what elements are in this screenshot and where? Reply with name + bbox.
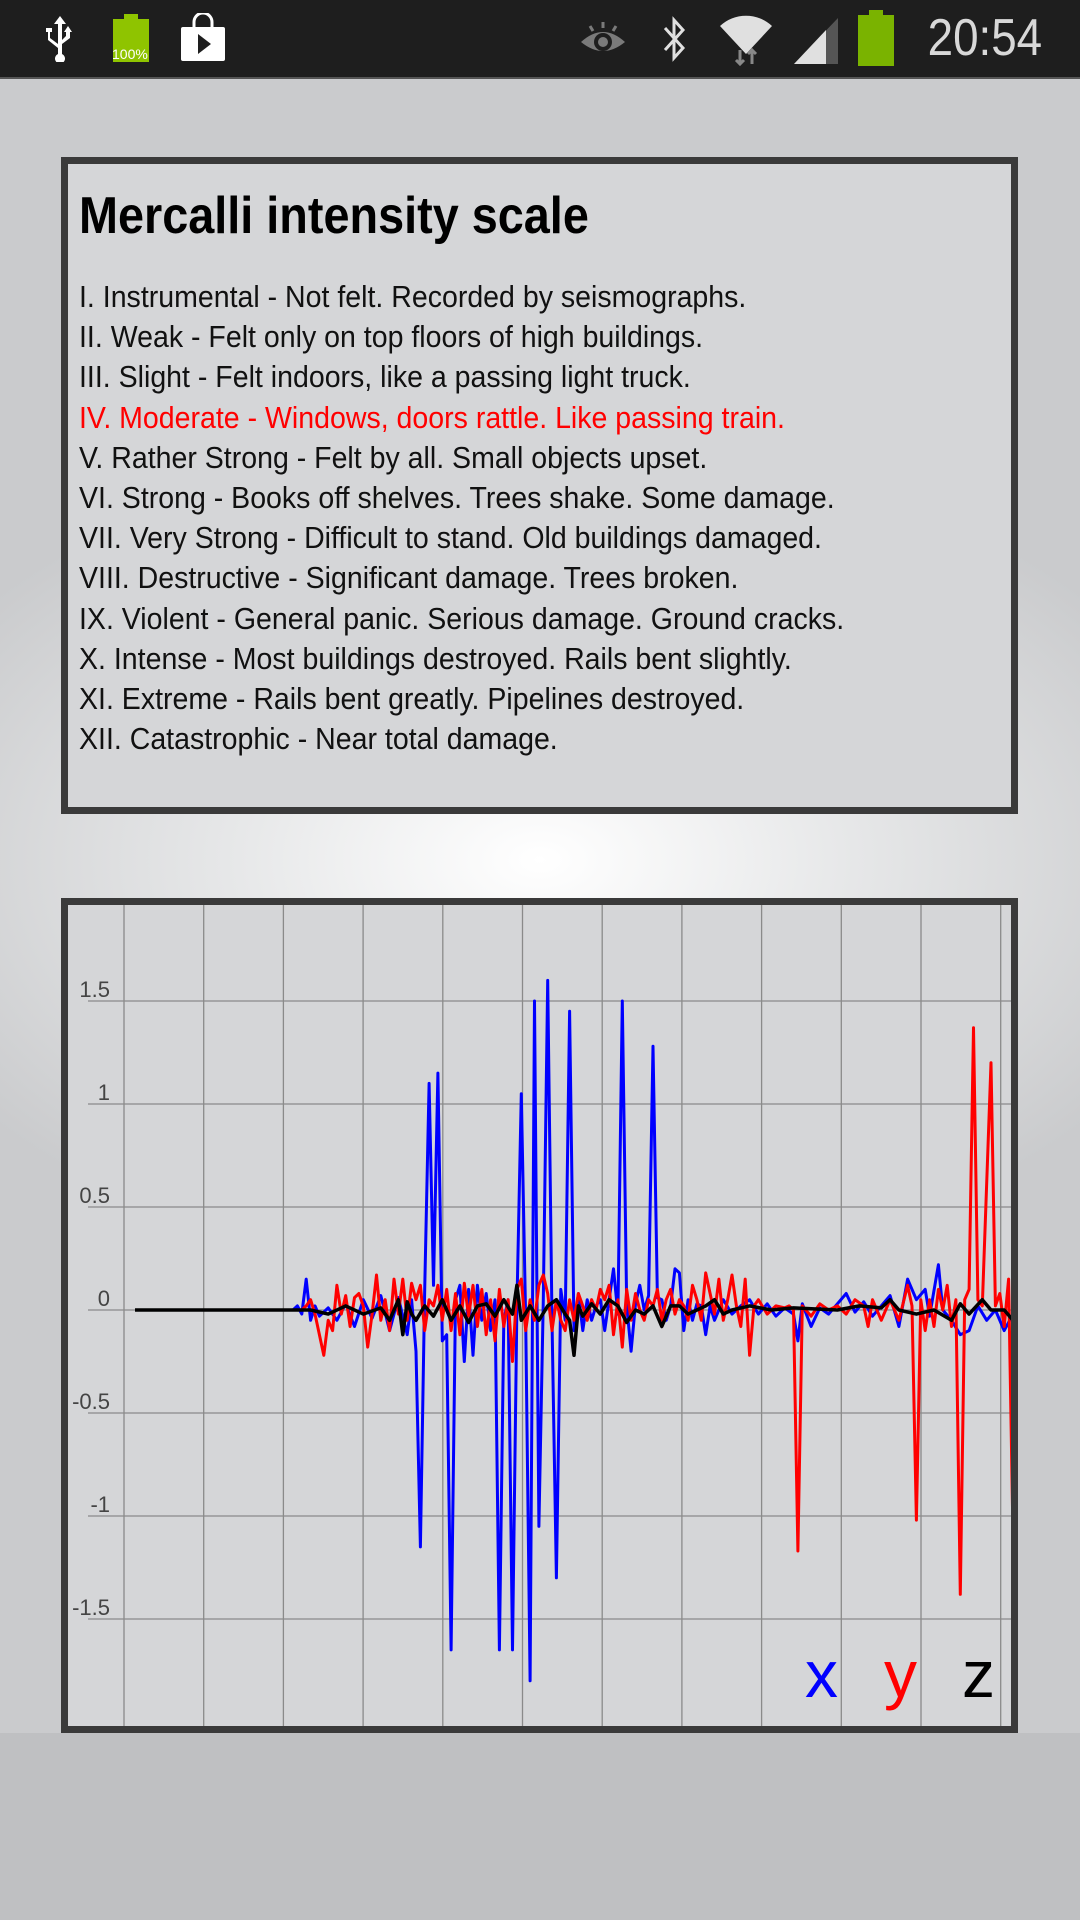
accelerometer-chart xyxy=(61,898,1018,1733)
intensity-level: IX. Violent - General panic. Serious damage. Ground cracks. xyxy=(79,600,845,636)
bottom-background xyxy=(0,1733,1080,1920)
intensity-level: I. Instrumental - Not felt. Recorded by seismographs. xyxy=(79,279,747,314)
intensity-level-current: IV. Moderate - Windows, doors rattle. Like passing train. xyxy=(79,399,785,435)
y-tick-label: -1.5 xyxy=(72,1595,110,1620)
legend-x: x xyxy=(805,1637,838,1711)
bluetooth-icon xyxy=(660,14,690,64)
panel-title: Mercalli intensity scale xyxy=(79,187,589,245)
chart-plot xyxy=(68,905,1011,1726)
y-tick-label: 1 xyxy=(97,1080,110,1105)
wifi-icon xyxy=(718,10,774,66)
intensity-level: VIII. Destructive - Significant damage. Trees broken. xyxy=(79,560,739,596)
legend-z: z xyxy=(962,1637,995,1711)
mercalli-scale-panel xyxy=(61,157,1018,814)
play-store-icon xyxy=(180,13,226,61)
status-bar xyxy=(0,0,1080,79)
clock-time: 20:54 xyxy=(927,9,1042,67)
series-line-x xyxy=(135,980,1011,1680)
intensity-level: X. Intense - Most buildings destroyed. Rails bent slightly. xyxy=(79,640,792,676)
y-tick-label: -0.5 xyxy=(72,1389,110,1414)
intensity-level: VII. Very Strong - Difficult to stand. Old buildings damaged. xyxy=(79,520,822,556)
intensity-level-list xyxy=(79,277,911,759)
y-tick-label: 0.5 xyxy=(79,1183,110,1208)
eye-icon xyxy=(578,20,628,60)
y-tick-label: 0 xyxy=(97,1286,110,1311)
signal-icon xyxy=(792,16,840,64)
intensity-level: V. Rather Strong - Felt by all. Small objects upset. xyxy=(79,439,708,475)
y-tick-label: -1 xyxy=(90,1492,110,1517)
battery-icon xyxy=(858,10,894,66)
y-tick-label: 1.5 xyxy=(79,977,110,1002)
intensity-level: XII. Catastrophic - Near total damage. xyxy=(79,721,558,757)
battery-percent-label: 100% xyxy=(112,46,148,62)
legend-y: y xyxy=(884,1637,917,1711)
intensity-level: VI. Strong - Books off shelves. Trees shake. Some damage. xyxy=(79,480,835,516)
intensity-level: III. Slight - Felt indoors, like a passing light truck. xyxy=(79,359,691,395)
intensity-level: XI. Extreme - Rails bent greatly. Pipelines destroyed. xyxy=(79,681,745,717)
usb-icon xyxy=(44,14,76,62)
intensity-level: II. Weak - Felt only on top floors of high buildings. xyxy=(79,319,704,355)
